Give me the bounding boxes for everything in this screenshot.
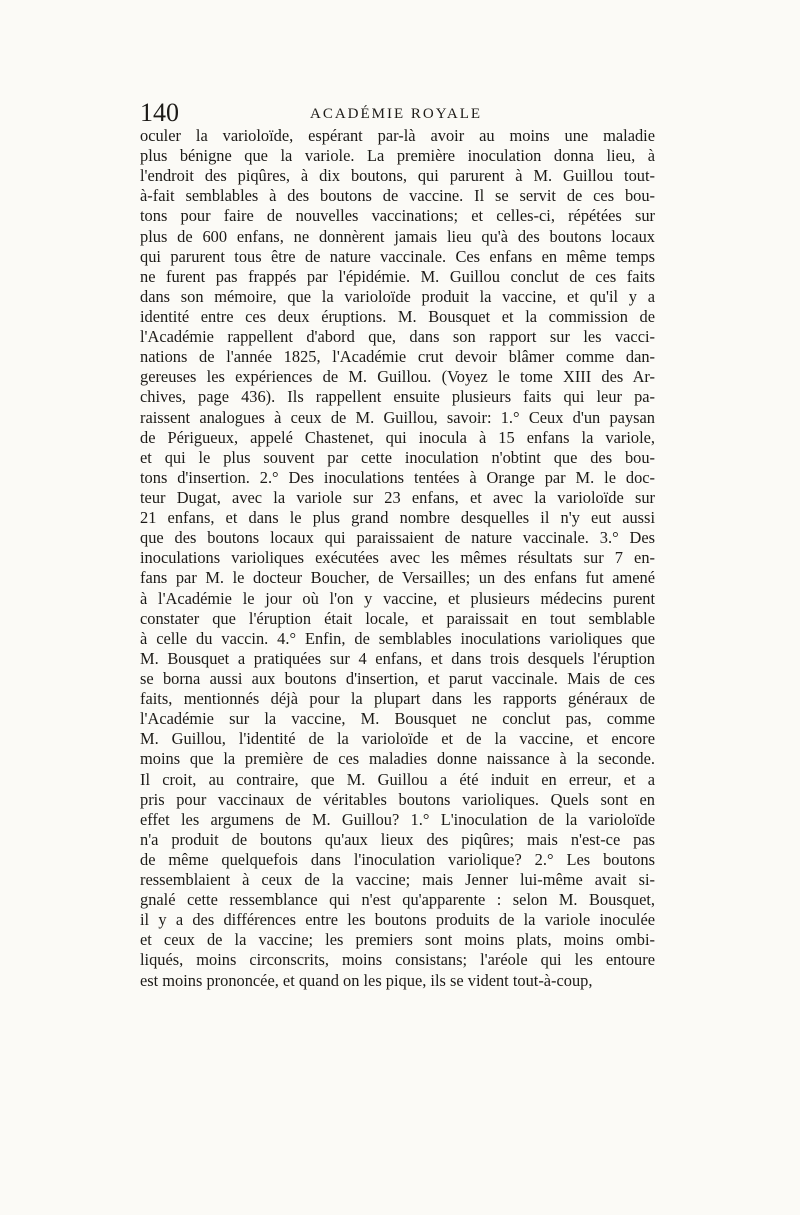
text-line: est moins prononcée, et quand on les pique, ils se vident tout-à-coup, [140, 970, 593, 990]
text-line: 21 enfans, et dans le plus grand nombre desquelles il n'y eut aussi [140, 508, 655, 528]
page-header [140, 98, 655, 128]
text-line: fans par M. le docteur Boucher, de Versailles; un des enfans fut amené [140, 568, 655, 588]
text-line: de Périgueux, appelé Chastenet, qui inocula à 15 enfans la variole, [140, 427, 655, 447]
text-line: tons d'insertion. 2.° Des inoculations tentées à Orange par M. le doc- [140, 467, 655, 487]
page-number: 140 [140, 98, 179, 127]
running-head: ACADÉMIE ROYALE [310, 106, 483, 122]
text-line: Il croit, au contraire, que M. Guillou a été induit en erreur, et a [140, 769, 655, 789]
text-line: oculer la varioloïde, espérant par-là avoir au moins une maladie [140, 126, 655, 145]
text-line: et qui le plus souvent par cette inoculation n'obtint que des bou- [140, 447, 655, 467]
text-line: moins que la première de ces maladies donne naissance à la seconde. [140, 749, 655, 769]
text-line: nations de l'année 1825, l'Académie crut devoir blâmer comme dan- [140, 347, 655, 367]
text-line: plus bénigne que la variole. La première inoculation donna lieu, à [140, 146, 655, 166]
text-line: effet les argumens de M. Guillou? 1.° L'inoculation de la varioloïde [140, 809, 655, 829]
text-line: ressemblaient à ceux de la vaccine; mais Jenner lui-même avait si- [140, 870, 655, 890]
text-line: faits, mentionnés déjà pour la plupart dans les rapports généraux de [140, 689, 655, 709]
text-line: plus de 600 enfans, ne donnèrent jamais lieu qu'à des boutons locaux [140, 226, 655, 246]
text-line: n'a produit de boutons qu'aux lieux des piqûres; mais n'est-ce pas [140, 829, 655, 849]
text-line: gnalé cette ressemblance qui n'est qu'apparente : selon M. Bousquet, [140, 890, 655, 910]
text-line: et ceux de la vaccine; les premiers sont moins plats, moins ombi- [140, 930, 655, 950]
text-line: pris pour vaccinaux de véritables boutons varioliques. Quels sont en [140, 789, 655, 809]
text-line: l'Académie rappellent d'abord que, dans son rapport sur les vacci- [140, 327, 655, 347]
text-line: dans son mémoire, que la varioloïde produit la vaccine, et qu'il y a [140, 286, 655, 306]
text-line: teur Dugat, avec la variole sur 23 enfans, et avec la varioloïde sur [140, 487, 655, 507]
text-line: l'Académie sur la vaccine, M. Bousquet ne conclut pas, comme [140, 709, 655, 729]
text-line: identité entre ces deux éruptions. M. Bousquet et la commission de [140, 306, 655, 326]
text-line: M. Guillou, l'identité de la varioloïde et de la vaccine, et encore [140, 729, 655, 749]
text-line: M. Bousquet a pratiquées sur 4 enfans, et dans trois desquels l'éruption [140, 648, 655, 668]
text-line: à-fait semblables à des boutons de vaccine. Il se servit de ces bou- [140, 186, 655, 206]
text-line: se borna aussi aux boutons d'insertion, et parut vaccinale. Mais de ces [140, 668, 655, 688]
text-line: à l'Académie le jour où l'on y vaccine, et plusieurs médecins purent [140, 588, 655, 608]
text-line: à celle du vaccin. 4.° Enfin, de semblables inoculations varioliques que [140, 628, 655, 648]
text-line: qui parurent tous être de nature vaccinale. Ces enfans en même temps [140, 246, 655, 266]
text-line: inoculations varioliques exécutées avec les mêmes résultats sur 7 en- [140, 548, 655, 568]
text-line: de même quelquefois dans l'inoculation variolique? 2.° Les boutons [140, 849, 655, 869]
text-line: liqués, moins circonscrits, moins consistans; l'aréole qui les entoure [140, 950, 655, 970]
text-line: que des boutons locaux qui paraissaient de nature vaccinale. 3.° Des [140, 528, 655, 548]
text-line: chives, page 436). Ils rappellent ensuite plusieurs faits qui leur pa- [140, 387, 655, 407]
text-line: l'endroit des piqûres, à dix boutons, qui parurent à M. Guillou tout- [140, 166, 655, 186]
text-line: raissent analogues à ceux de M. Guillou, savoir: 1.° Ceux d'un paysan [140, 407, 655, 427]
body-text [140, 126, 655, 991]
text-line: tons pour faire de nouvelles vaccinations; et celles-ci, répétées sur [140, 206, 655, 226]
text-line: gereuses les expériences de M. Guillou. (Voyez le tome XIII des Ar- [140, 367, 655, 387]
text-line: ne furent pas frappés par l'épidémie. M. Guillou conclut de ces faits [140, 266, 655, 286]
text-line: il y a des différences entre les boutons produits de la variole inoculée [140, 910, 655, 930]
text-line: constater que l'éruption était locale, et paraissait en tout semblable [140, 608, 655, 628]
